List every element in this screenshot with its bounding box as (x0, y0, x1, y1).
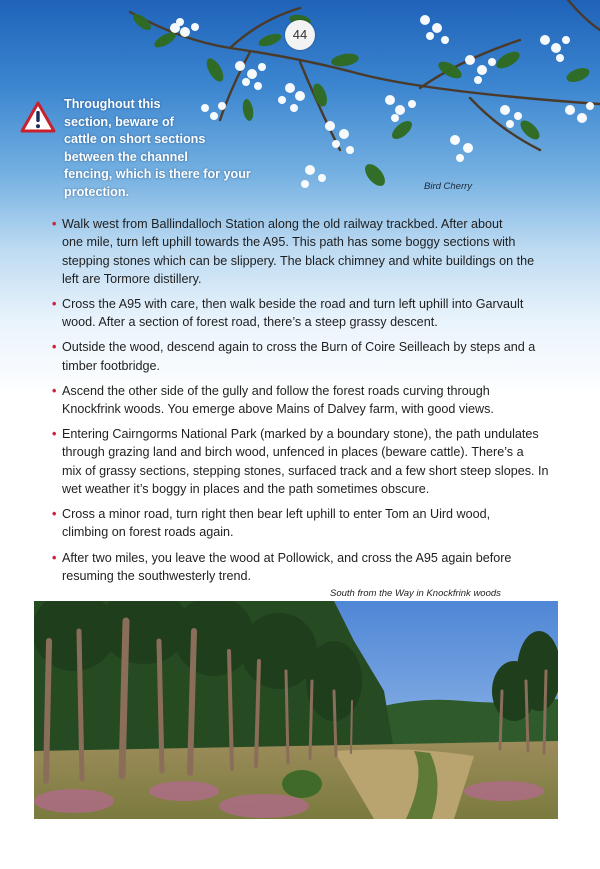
bullet-marker: • (52, 296, 57, 311)
route-step-line: Cross a minor road, turn right then bear left uphill to enter Tom an Uird wood, (62, 507, 491, 522)
bullet-marker: • (52, 507, 57, 522)
route-step-line: Outside the wood, descend again to cross the Burn of Coire Seilleach by steps and a (62, 340, 536, 355)
warning-line: Throughout this (64, 97, 161, 111)
warning-line: cattle on short sections (64, 132, 206, 147)
bullet-marker: • (52, 427, 57, 442)
route-step-line: After two miles, you leave the wood at Pollowick, and cross the A95 again before (62, 550, 512, 565)
route-step-line: Knockfrink woods. You emerge above Mains of Dalvey farm, with good views. (62, 402, 494, 417)
route-step-line: through grazing land and birch wood, unfenced in places (beware cattle). There’s a (62, 445, 524, 460)
route-step-line: mix of grassy sections, stepping stones, surfaced track and a few short steep slopes. In (62, 463, 549, 478)
woods-photo-caption: South from the Way in Knockfrink woods (330, 588, 501, 599)
bullet-marker: • (52, 340, 57, 355)
warning-triangle-icon (20, 101, 56, 133)
route-step (52, 505, 552, 542)
warning-line: between the channel (64, 149, 188, 164)
route-step-line: climbing on forest roads again. (62, 525, 234, 540)
route-step-line: stepping stones which can be slippery. The black chimney and white buildings on the (62, 253, 535, 268)
route-step (52, 549, 552, 586)
route-step (52, 295, 552, 332)
route-step-line: Cross the A95 with care, then walk beside the road and turn left uphill into Garvault (62, 296, 524, 311)
route-step-line: wet weather it’s boggy in places and the path sometimes obscure. (62, 482, 430, 497)
route-step-line: wood. After a section of forest road, there’s a steep grassy descent. (62, 315, 438, 330)
route-step-line: Ascend the other side of the gully and follow the forest roads curving through (62, 383, 490, 398)
route-step-line: one mile, turn left uphill towards the A95. This path has some boggy sections with (62, 235, 516, 250)
page-number: 44 (285, 20, 315, 50)
warning-line: protection. (64, 184, 130, 199)
route-step (52, 215, 552, 288)
cattle-warning-note (64, 96, 254, 202)
route-step (52, 338, 552, 375)
bullet-marker: • (52, 217, 57, 231)
route-step-line: timber footbridge. (62, 358, 161, 373)
bullet-marker: • (52, 383, 57, 398)
knockfrink-woods-photo (34, 601, 558, 819)
warning-line: fencing, which is there for your (64, 167, 251, 182)
bird-cherry-caption: Bird Cherry (424, 181, 473, 192)
route-step-line: Entering Cairngorms National Park (marked by a boundary stone), the path undulates (62, 427, 539, 442)
route-directions-list (52, 215, 552, 592)
bullet-marker: • (52, 550, 57, 565)
route-step-line: left are Tormore distillery. (62, 271, 202, 286)
route-step (52, 382, 552, 419)
route-step-line: Walk west from Ballindalloch Station along the old railway trackbed. After about (62, 217, 503, 231)
route-step-line: resuming the southwesterly trend. (62, 568, 251, 583)
route-step (52, 425, 552, 498)
warning-line: section, beware of (64, 114, 174, 129)
